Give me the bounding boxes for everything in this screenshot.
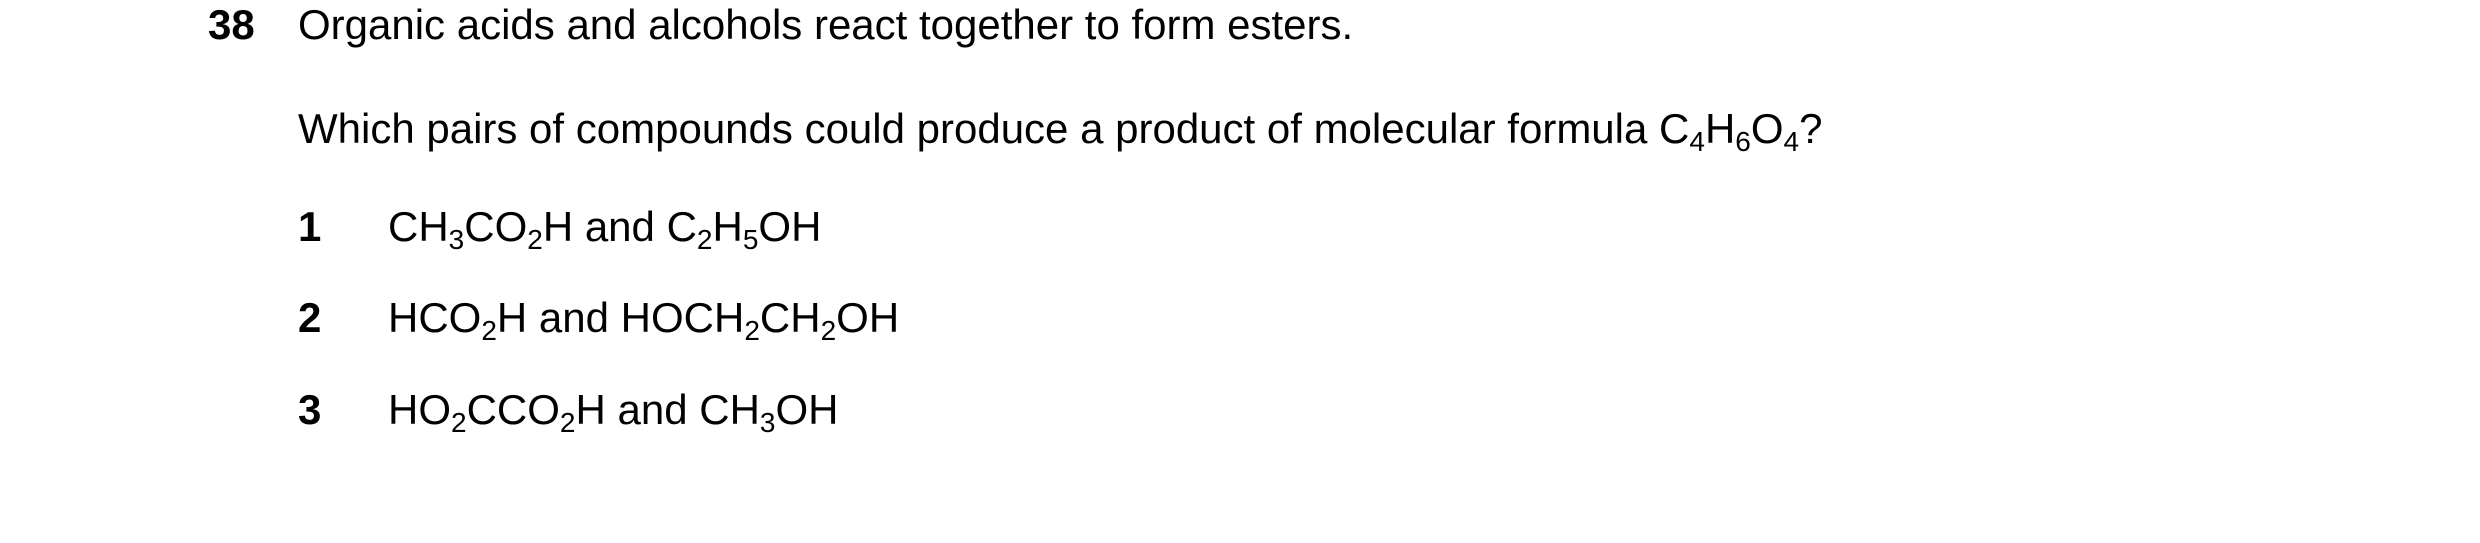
option-text: H [712,203,743,250]
option-number: 1 [298,203,322,250]
option-text: CCO [466,386,560,433]
prompt-question-mark: ? [1799,105,1823,152]
prompt-text: Which pairs of compounds could produce a product of molecular formula [298,105,1660,152]
option-subscript: 2 [527,224,543,255]
option-text: OH [758,203,822,250]
option-subscript: 2 [559,407,576,438]
option-text: CO [464,203,528,250]
formula-o: O [1750,105,1784,152]
option-number: 3 [298,386,322,433]
formula-c: C [1659,105,1690,152]
question-stem: Organic acids and alcohols react together to form esters. [298,1,1354,48]
formula-c-subscript: 4 [1689,126,1705,157]
option-text: OH [836,294,900,341]
formula-o-subscript: 4 [1783,126,1800,157]
option-subscript: 3 [759,407,776,438]
option-subscript: 2 [820,315,837,346]
option-text: HCO [388,294,482,341]
option-text: HO [388,386,451,433]
option-2 [298,293,900,346]
option-text: H and C [542,203,697,250]
option-subscript: 3 [448,224,465,255]
option-text: CH [759,294,821,341]
question-prompt [298,104,1823,157]
option-subscript: 2 [481,315,497,346]
option-text: OH [775,386,839,433]
formula-h: H [1704,105,1736,152]
option-subscript: 2 [451,407,467,438]
option-number: 2 [298,294,322,341]
option-subscript: 2 [696,224,713,255]
option-text: CH [388,203,449,250]
option-1 [298,202,822,255]
question-number: 38 [208,1,255,48]
option-text: H and HOCH [496,294,745,341]
option-subscript: 5 [742,224,759,255]
option-3 [298,385,839,438]
option-subscript: 2 [744,315,760,346]
formula-h-subscript: 6 [1735,126,1751,157]
option-text: H and CH [575,386,760,433]
